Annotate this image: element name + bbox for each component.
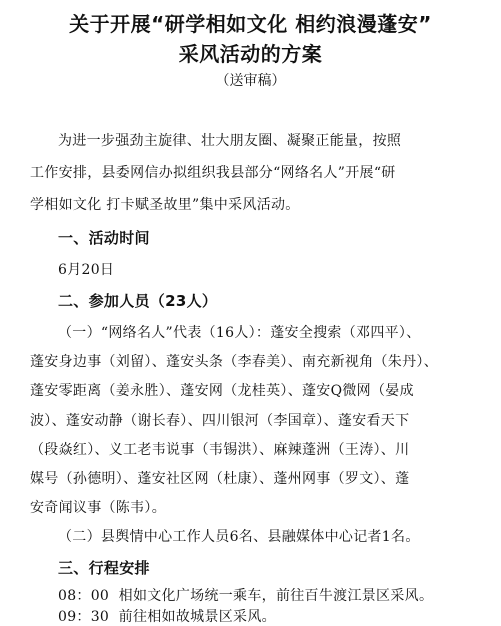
schedule-time: 09：30 — [58, 609, 110, 625]
section-1-heading: 一、活动时间 — [58, 229, 150, 247]
schedule-time: 08：00 — [58, 588, 110, 604]
section-1-date: 6月20日 — [58, 262, 115, 278]
section-2-heading: 二、参加人员（23人） — [58, 292, 218, 310]
intro-line-2: 工作安排，县委网信办拟组织我县部分“网络名人”开展“研 — [30, 165, 396, 181]
schedule-item — [58, 606, 276, 626]
section-3-heading: 三、行程安排 — [58, 559, 150, 577]
schedule-item — [58, 585, 433, 605]
intro-line-1: 为进一步强劲主旋律、壮大朋友圈、凝聚正能量，按照 — [58, 133, 402, 149]
participants-line-2: 蓬安身边事（刘留）、蓬安头条（李春美）、南充新视角（朱丹）、 — [30, 354, 438, 370]
schedule-text: 前往相如故城景区采风。 — [118, 609, 276, 625]
participants-line-6: 媒号（孙德明）、蓬安社区网（杜康）、蓬州网事（罗文）、蓬 — [30, 471, 410, 487]
participants-line-1: （一）“网络名人”代表（16人）：蓬安全搜索（邓四平）、 — [58, 325, 421, 341]
document-subtitle: （送审稿） — [215, 73, 286, 89]
participants-line-5: （段焱红）、义工老韦说事（韦锡洪）、麻辣蓬洲（王涛）、川 — [30, 442, 410, 458]
document-title-line-2: 采风活动的方案 — [178, 42, 323, 66]
participants-line-4: 波）、蓬安动静（谢长春）、四川银河（李国章）、蓬安看天下 — [30, 413, 410, 429]
intro-line-3: 学相如文化 打卡赋圣故里”集中采风活动。 — [30, 197, 300, 213]
participants-line-7: 安奇闻议事（陈韦）。 — [30, 500, 166, 516]
document-title-line-1: 关于开展“研学相如文化 相约浪漫蓬安” — [69, 12, 432, 36]
schedule-text: 相如文化广场统一乘车，前往百牛渡江景区采风。 — [118, 588, 434, 604]
participants-line-3: 蓬安零距离（姜永胜）、蓬安网（龙桂英）、蓬安Q微网（晏成 — [30, 383, 414, 399]
participants-part-2: （二）县舆情中心工作人员6名、县融媒体中心记者1名。 — [58, 529, 420, 545]
